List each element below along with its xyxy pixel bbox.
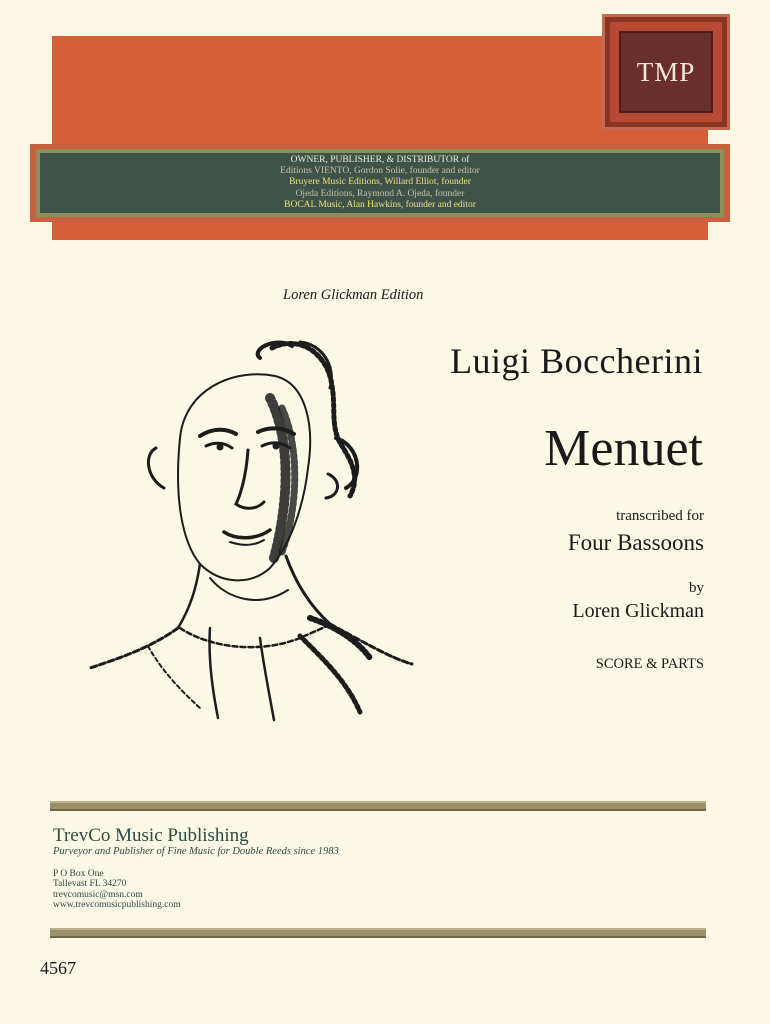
arranger-name: Loren Glickman: [572, 600, 704, 622]
publisher-info-frame: [30, 144, 730, 222]
address-line: Tallevast FL 34270: [53, 879, 127, 890]
info-line: Editions VIENTO, Gordon Solie, founder and editor: [280, 166, 480, 177]
logo-text: TMP: [619, 31, 713, 113]
info-line: Bruyere Music Editions, Willard Elliot, founder: [289, 177, 471, 188]
composer-name: Luigi Boccherini: [450, 341, 703, 381]
info-line: Ojeda Editions, Raymond A. Ojeda, founder: [295, 188, 465, 199]
website-line: www.trevcomusicpublishing.com: [53, 900, 181, 911]
catalog-number: 4567: [40, 958, 76, 978]
edition-label: Loren Glickman Edition: [283, 287, 424, 303]
composer-portrait: [60, 328, 430, 728]
divider-rule: [50, 928, 706, 938]
publisher-logo: [602, 14, 730, 130]
work-title: Menuet: [544, 420, 703, 477]
instrumentation: Four Bassoons: [567, 530, 704, 555]
email-line: trevcomusic@msn.com: [53, 889, 143, 900]
address-line: P O Box One: [53, 869, 104, 879]
publisher-name: TrevCo Music Publishing: [53, 825, 249, 846]
publisher-tagline: Purveyor and Publisher of Fine Music for Double Reeds since 1983: [53, 846, 339, 857]
contents-label: SCORE & PARTS: [595, 656, 704, 672]
transcribed-label: transcribed for: [616, 508, 704, 524]
divider-rule: [50, 801, 706, 811]
info-line: BOCAL Music, Alan Hawkins, founder and editor: [284, 199, 476, 210]
publisher-info-panel: [40, 153, 720, 213]
publisher-address: [53, 869, 181, 911]
info-line: OWNER, PUBLISHER, & DISTRIBUTOR of: [290, 154, 470, 165]
by-label: by: [689, 580, 704, 596]
